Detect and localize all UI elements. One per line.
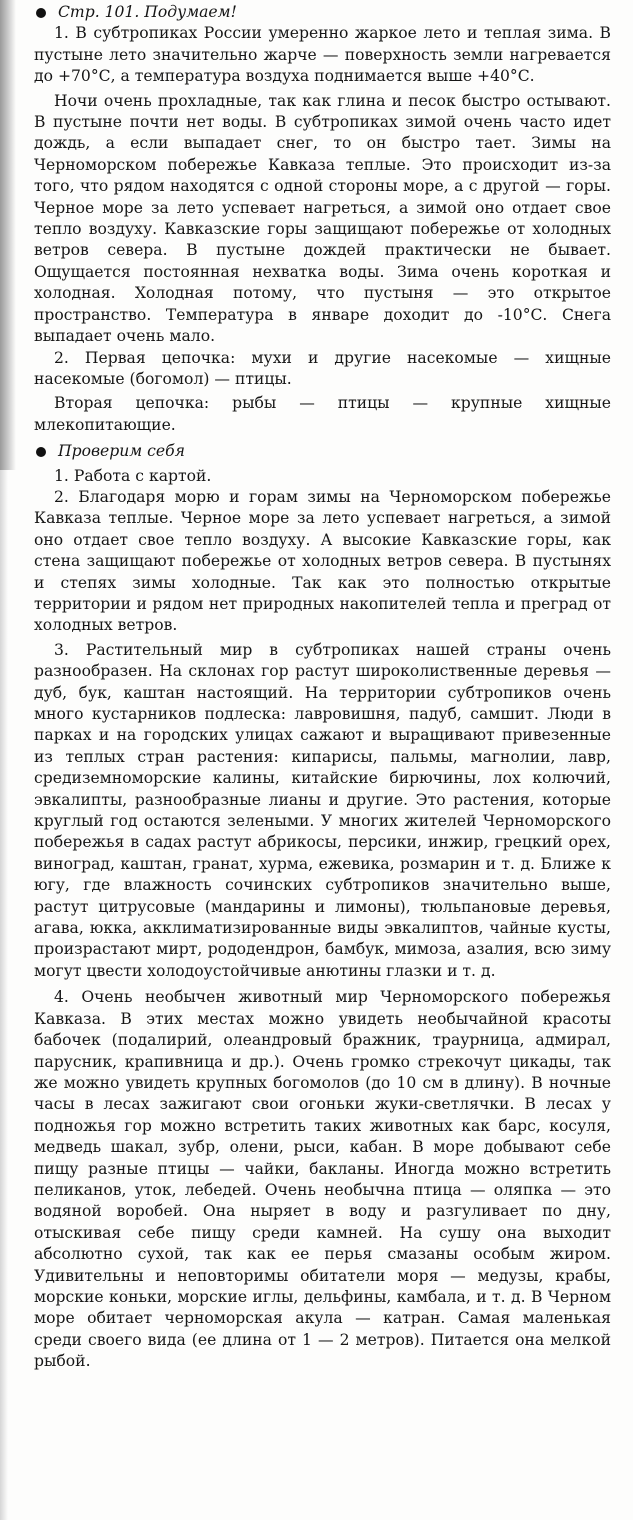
answer-paragraph: 2. Первая цепочка: мухи и другие насекомые — хищные насекомые (богомол) — птицы. <box>34 348 611 388</box>
bullet-icon <box>36 447 46 457</box>
answer-paragraph: 1. В субтропиках России умеренно жаркое лето и теплая зима. В пустыне лето значительно жарче — поверхность земли нагревается до +70°С, а температура воздуха поднимается выше +40°С. <box>34 24 611 86</box>
scan-shadow <box>0 0 16 470</box>
answer-paragraph: 3. Растительный мир в субтропиках нашей страны очень разнообразен. На склонах гор растут широколиственные деревья — дуб, бук, каштан настоящий. На территории субтропиков очень много кустарников подлеска: лавровишня, падуб, самшит. Люди в парках и на городских улицах сажают и выращивают привезенные из теплых стран растения: кипарисы, пальмы, магнолии, лавр, средиземноморские калины, китайские бирючины, лох колючий, эвкалипты, разнообразные лианы и другие. Это растения, которые круглый год остаются зелеными. У многих жителей Черноморского побережья в садах растут абрикосы, персики, инжир, грецкий орех, виноград, каштан, гранат, хурма, ежевика, розмарин и т. д. Ближе к югу, где влажность сочинских субтропиков значительно выше, растут цитрусовые (мандарины и лимоны), тюльпановые деревья, агава, юкка, акклиматизированные виды эвкалиптов, чайные кусты, произрастают мирт, рододендрон, бамбук, мимоза, азалия, всю зиму могут цвести холодоустойчивые анютины глазки и т. д. <box>34 640 611 980</box>
section-heading-text: Проверим себя <box>58 442 185 461</box>
answer-paragraph: 1. Работа с картой. <box>54 466 212 485</box>
section-heading-check <box>34 441 611 462</box>
answer-paragraph: Ночи очень прохладные, так как глина и песок быстро остывают. В пустыне почти нет воды. В субтропиках зимой очень часто идет дождь, а если выпадает снег, то он быстро тает. Зимы на Черноморском побережье Кавказа теплые. Это происходит из-за того, что рядом находятся с одной стороны море, а с другой — горы. Черное море за лето успевает нагреться, а зимой оно отдает свое тепло воздуху. Кавказские горы защищают побережье от холодных ветров севера. В пустыне дождей практически не бывает. Ощущается постоянная нехватка воды. Зима очень короткая и холодная. Холодная потому, что пустыня — это открытое пространство. Температура в январе доходит до -10°С. Снега выпадает очень мало. <box>34 91 611 346</box>
section-heading-text: Стр. 101. Подумаем! <box>58 3 237 21</box>
bullet-icon <box>36 8 46 18</box>
scan-shadow-lower <box>0 470 8 1520</box>
section-heading-think <box>34 2 611 23</box>
answer-paragraph: 2. Благодаря морю и горам зимы на Черноморском побережье Кавказа теплые. Черное море за лето успевает нагреться, а зимой оно отдает свое тепло воздуху. А высокие Кавказские горы, как стена защищают побережье от холодных ветров севера. В пустынях и степях зимы холодные. Так как это полностью открытые территории и рядом нет природных накопителей тепла и преград от холодных ветров. <box>34 487 611 635</box>
answer-paragraph: Вторая цепочка: рыбы — птицы — крупные хищные млекопитающие. <box>34 394 611 434</box>
answer-paragraph: 4. Очень необычен животный мир Черноморского побережья Кавказа. В этих местах можно увидеть необычайной красоты бабочек (подалирий, олеандровый бражник, траурница, адмирал, парусник, крапивница и др.). Очень громко стрекочут цикады, так же можно увидеть крупных богомолов (до 10 см в длину). В ночные часы в лесах зажигают свои огоньки жуки-светлячки. В лесах у подножья гор можно встретить таких животных как барс, косуля, медведь шакал, зубр, олени, рыси, кабан. В море добывают себе пищу разные птицы — чайки, бакланы. Иногда можно встретить пеликанов, уток, лебедей. Очень необычна птица — оляпка — это водяной воробей. Она ныряет в воду и разгуливает по дну, отыскивая себе пищу среди камней. На сушу она выходит абсолютно сухой, так как ее перья смазаны особым жиром. Удивительны и неповторимы обитатели моря — медузы, крабы, морские коньки, морские иглы, дельфины, камбала, и т. д. В Черном море обитает черноморская акула — катран. Самая маленькая среди своего вида (ее длина от 1 — 2 метров). Питается она мелкой рыбой. <box>34 988 611 1371</box>
